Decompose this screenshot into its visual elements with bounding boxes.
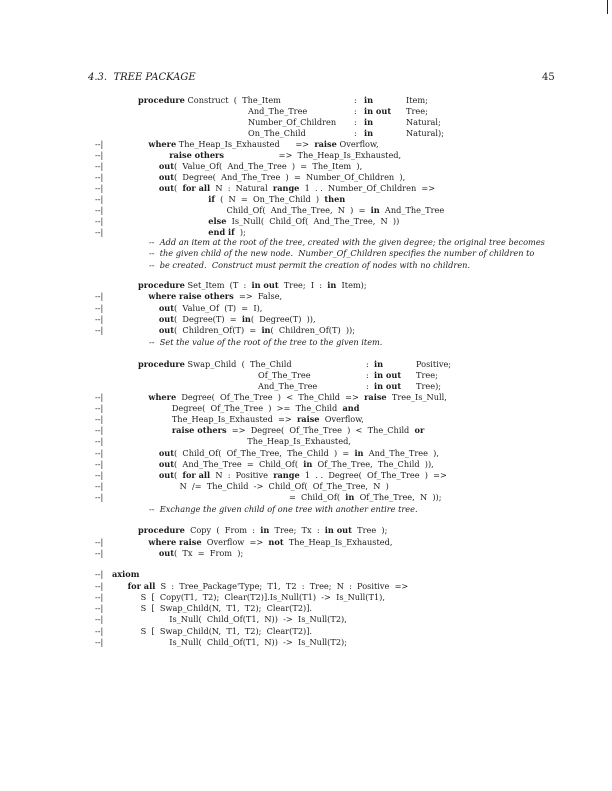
param-type: Positive; — [416, 359, 452, 369]
param-mode: in — [374, 359, 384, 369]
code-line — [138, 183, 435, 194]
code-text: Is_Null( Child_Of(T1, N)) -> Is_Null(T2), — [112, 614, 347, 624]
code-text — [138, 537, 148, 547]
keyword: in — [241, 314, 251, 324]
annotation-marker: --| — [95, 548, 104, 558]
annotation-marker: --| — [95, 150, 104, 160]
code-line — [138, 425, 424, 436]
code-text: Set_Item (T : — [184, 280, 252, 290]
code-text — [112, 581, 128, 591]
comment-text: -- Set the value of the root of the tree to the given item. — [149, 337, 383, 347]
code-line — [138, 150, 401, 161]
code-text: And_The_Tree — [248, 106, 308, 116]
keyword: and — [342, 403, 360, 413]
code-line — [138, 392, 447, 403]
code-text: Tree ); — [351, 525, 388, 535]
code-text: The_Heap_Is_Exhausted, — [138, 436, 351, 446]
code-text: N : Positive — [210, 470, 274, 480]
keyword: then — [324, 194, 346, 204]
code-line — [138, 216, 399, 227]
keyword: raise — [314, 139, 337, 149]
annotation-marker: --| — [95, 414, 104, 424]
keyword: where raise others — [148, 291, 234, 301]
code-text: The_Heap_Is_Exhausted, — [283, 537, 393, 547]
code-line — [138, 359, 292, 370]
code-text: Item); — [336, 280, 367, 290]
annotation-marker: --| — [95, 216, 104, 226]
param-mode: in — [364, 128, 374, 138]
code-text: ( Tx = From ); — [174, 548, 244, 558]
code-line — [138, 537, 392, 548]
code-text: The_Heap_Is_Exhausted => — [138, 414, 297, 424]
keyword: for all — [127, 581, 156, 591]
code-text: Of_The_Tree, The_Child )), — [312, 459, 434, 469]
code-text: N /= The_Child -> Child_Of( Of_The_Tree, N ) — [138, 481, 389, 491]
code-line — [248, 128, 306, 139]
code-text: S [ Swap_Child(N, T1, T2); Clear(T2)]. — [112, 626, 313, 636]
code-text — [138, 194, 208, 204]
param-mode: in — [364, 95, 374, 105]
annotation-marker: --| — [95, 303, 104, 313]
param-colon: : — [354, 95, 357, 105]
running-header: 4.3. TREE PACKAGE — [88, 72, 196, 83]
annotation-marker: --| — [95, 626, 104, 636]
code-line — [112, 626, 312, 637]
annotation-marker: --| — [95, 537, 104, 547]
code-text: 1 . . Number_Of_Children => — [299, 183, 436, 193]
keyword: range — [272, 183, 300, 193]
code-line — [138, 139, 379, 150]
annotation-marker: --| — [95, 448, 104, 458]
keyword: out — [158, 183, 175, 193]
code-text: => The_Heap_Is_Exhausted, — [223, 150, 402, 160]
code-text — [138, 291, 148, 301]
annotation-marker: --| — [95, 569, 104, 579]
code-text: The_Heap_Is_Exhausted => — [176, 139, 315, 149]
code-text: ( Degree(T) = — [174, 314, 242, 324]
annotation-marker: --| — [95, 314, 104, 324]
code-line — [138, 172, 405, 183]
param-type: Tree); — [416, 381, 442, 391]
keyword: if — [208, 194, 215, 204]
code-text: => False, — [233, 291, 283, 301]
annotation-marker: --| — [95, 592, 104, 602]
code-line — [138, 470, 447, 481]
code-line — [138, 161, 362, 172]
code-line — [149, 237, 545, 248]
code-line — [138, 403, 359, 414]
annotation-marker: --| — [95, 392, 104, 402]
margin-mark — [607, 0, 608, 14]
keyword: or — [414, 425, 425, 435]
annotation-marker: --| — [95, 227, 104, 237]
annotation-marker: --| — [95, 470, 104, 480]
code-text: 1 . . Degree( Of_The_Tree ) => — [299, 470, 447, 480]
keyword: in — [345, 492, 355, 502]
code-text: S [ Copy(T1, T2); Clear(T2)].Is_Null(T1) -> Is_Null(T1), — [112, 592, 385, 602]
code-line — [138, 325, 355, 336]
code-text: ( And_The_Tree = Child_Of( — [174, 459, 304, 469]
keyword: axiom — [112, 569, 140, 579]
code-text: ( Degree(T) )), — [250, 314, 316, 324]
code-line — [138, 481, 389, 492]
param-mode: in out — [364, 106, 392, 116]
page-number: 45 — [542, 72, 555, 83]
keyword: raise others — [169, 150, 224, 160]
keyword: raise others — [171, 425, 227, 435]
code-text — [138, 470, 159, 480]
code-text: On_The_Child — [248, 128, 306, 138]
code-line — [112, 592, 385, 603]
param-mode: in — [364, 117, 374, 127]
code-text: ( Children_Of(T) = — [174, 325, 262, 335]
keyword: where — [148, 139, 177, 149]
annotation-marker: --| — [95, 603, 104, 613]
code-line — [138, 291, 282, 302]
keyword: in — [303, 459, 313, 469]
comment-text: -- be created. Construct must permit the creation of nodes with no children. — [149, 260, 471, 270]
code-text: ); — [234, 227, 246, 237]
keyword: out — [158, 548, 175, 558]
code-text: Of_The_Tree, N )); — [354, 492, 442, 502]
code-text: ( Child_Of( Of_The_Tree, The_Child ) = — [174, 448, 355, 458]
code-text — [138, 139, 148, 149]
code-text — [138, 314, 159, 324]
keyword: out — [158, 172, 175, 182]
code-text: S : Tree_Package'Type; T1, T2 : Tree; N : Positive => — [155, 581, 409, 591]
code-text: ( — [174, 470, 183, 480]
code-text: Child_Of( And_The_Tree, N ) = — [138, 205, 371, 215]
keyword: in — [370, 205, 380, 215]
comment-text: -- the given child of the new node. Number_Of_Children specifies the number of children to — [149, 248, 535, 258]
code-line — [138, 414, 364, 425]
code-text: And_The_Tree ), — [363, 448, 439, 458]
code-line — [138, 205, 444, 216]
annotation-marker: --| — [95, 481, 104, 491]
code-text: S [ Swap_Child(N, T1, T2); Clear(T2)]. — [112, 603, 313, 613]
code-text: N : Natural — [210, 183, 273, 193]
code-text: Tree; Tx : — [269, 525, 325, 535]
keyword: raise — [296, 414, 320, 424]
code-line — [138, 525, 387, 536]
code-text: ( Degree( And_The_Tree ) = Number_Of_Children ), — [174, 172, 406, 182]
param-colon: : — [354, 128, 357, 138]
param-colon: : — [366, 359, 369, 369]
code-text: Tree; I : — [278, 280, 328, 290]
code-line — [138, 303, 262, 314]
code-text: = Child_Of( — [138, 492, 346, 502]
code-text: And_The_Tree — [258, 381, 318, 391]
param-mode: in out — [374, 381, 402, 391]
annotation-marker: --| — [95, 459, 104, 469]
code-line — [248, 106, 307, 117]
param-colon: : — [354, 117, 357, 127]
annotation-marker: --| — [95, 425, 104, 435]
param-type: Item; — [406, 95, 428, 105]
annotation-marker: --| — [95, 614, 104, 624]
annotation-marker: --| — [95, 205, 104, 215]
code-line — [138, 95, 281, 106]
code-text: Is_Null( Child_Of(T1, N)) -> Is_Null(T2); — [112, 637, 347, 647]
keyword: not — [268, 537, 284, 547]
annotation-marker: --| — [95, 637, 104, 647]
keyword: procedure — [138, 525, 185, 535]
code-text: Is_Null( Child_Of( And_The_Tree, N )) — [226, 216, 400, 226]
keyword: out — [158, 161, 175, 171]
code-text: And_The_Tree — [379, 205, 445, 215]
code-text: Number_Of_Children — [248, 117, 337, 127]
annotation-marker: --| — [95, 139, 104, 149]
param-type: Tree; — [406, 106, 428, 116]
code-text — [138, 425, 172, 435]
code-text: Swap_Child ( The_Child — [184, 359, 292, 369]
code-text: ( N = On_The_Child ) — [214, 194, 325, 204]
code-text — [138, 548, 159, 558]
keyword: for all — [182, 470, 211, 480]
code-text: Degree( Of_The_Tree ) >= The_Child — [138, 403, 343, 413]
code-text — [138, 392, 148, 402]
code-line — [138, 436, 351, 447]
code-text: Copy ( From : — [184, 525, 261, 535]
code-line — [138, 448, 439, 459]
code-line — [258, 370, 311, 381]
annotation-marker: --| — [95, 492, 104, 502]
code-text — [138, 161, 159, 171]
code-line — [149, 504, 418, 515]
code-line — [138, 459, 434, 470]
annotation-marker: --| — [95, 291, 104, 301]
annotation-marker: --| — [95, 436, 104, 446]
code-text: Of_The_Tree — [258, 370, 311, 380]
code-text: Overflow, — [336, 139, 379, 149]
comment-text: -- Add an item at the root of the tree, created with the given degree; the original tree becomes — [149, 237, 545, 247]
code-text — [138, 150, 169, 160]
code-text — [138, 303, 159, 313]
code-line — [149, 260, 470, 271]
annotation-marker: --| — [95, 183, 104, 193]
annotation-marker: --| — [95, 194, 104, 204]
keyword: where raise — [148, 537, 202, 547]
keyword: out — [158, 314, 175, 324]
annotation-marker: --| — [95, 325, 104, 335]
keyword: out — [158, 470, 175, 480]
code-line — [248, 117, 336, 128]
code-text — [138, 216, 208, 226]
keyword: end if — [208, 227, 235, 237]
code-line — [138, 194, 345, 205]
code-text — [138, 448, 159, 458]
code-text: Overflow => — [201, 537, 269, 547]
code-text: Degree( Of_The_Tree ) < The_Child => — [176, 392, 365, 402]
keyword: out — [158, 459, 175, 469]
param-colon: : — [366, 370, 369, 380]
keyword: out — [158, 303, 175, 313]
keyword: out — [158, 325, 175, 335]
code-text: Construct ( The_Item — [184, 95, 281, 105]
keyword: procedure — [138, 359, 185, 369]
keyword: raise — [364, 392, 387, 402]
keyword: in — [261, 325, 271, 335]
keyword: in — [354, 448, 364, 458]
code-text: Tree_Is_Null, — [386, 392, 447, 402]
comment-text: -- Exchange the given child of one tree with another entire tree. — [149, 504, 418, 514]
code-line — [138, 548, 243, 559]
code-text — [138, 227, 208, 237]
code-line — [112, 569, 139, 580]
code-text: ( — [174, 183, 183, 193]
code-line — [149, 337, 382, 348]
code-line — [112, 637, 347, 648]
code-text: ( Value_Of (T) = I), — [174, 303, 263, 313]
code-line — [112, 614, 347, 625]
code-text: => Degree( Of_The_Tree ) < The_Child — [226, 425, 415, 435]
keyword: out — [158, 448, 175, 458]
code-text: Overflow, — [319, 414, 364, 424]
keyword: in — [260, 525, 270, 535]
keyword: procedure — [138, 95, 185, 105]
param-colon: : — [366, 381, 369, 391]
keyword: for all — [182, 183, 211, 193]
code-text — [138, 172, 159, 182]
code-line — [138, 314, 316, 325]
annotation-marker: --| — [95, 161, 104, 171]
param-mode: in out — [374, 370, 402, 380]
code-line — [112, 603, 312, 614]
code-text — [138, 325, 159, 335]
keyword: in out — [324, 525, 352, 535]
code-text: ( Children_Of(T) )); — [270, 325, 356, 335]
keyword: in out — [251, 280, 279, 290]
code-text — [138, 183, 159, 193]
annotation-marker: --| — [95, 403, 104, 413]
keyword: where — [148, 392, 177, 402]
keyword: procedure — [138, 280, 185, 290]
code-line — [112, 581, 408, 592]
annotation-marker: --| — [95, 172, 104, 182]
param-type: Tree; — [416, 370, 438, 380]
param-type: Natural; — [406, 117, 441, 127]
annotation-marker: --| — [95, 581, 104, 591]
code-line — [138, 280, 367, 291]
keyword: in — [327, 280, 337, 290]
code-line — [149, 248, 534, 259]
keyword: else — [208, 216, 227, 226]
code-line — [138, 492, 441, 503]
keyword: range — [273, 470, 300, 480]
param-type: Natural); — [406, 128, 444, 138]
code-text: ( Value_Of( And_The_Tree ) = The_Item ), — [174, 161, 363, 171]
param-colon: : — [354, 106, 357, 116]
code-text — [138, 459, 159, 469]
code-line — [258, 381, 317, 392]
